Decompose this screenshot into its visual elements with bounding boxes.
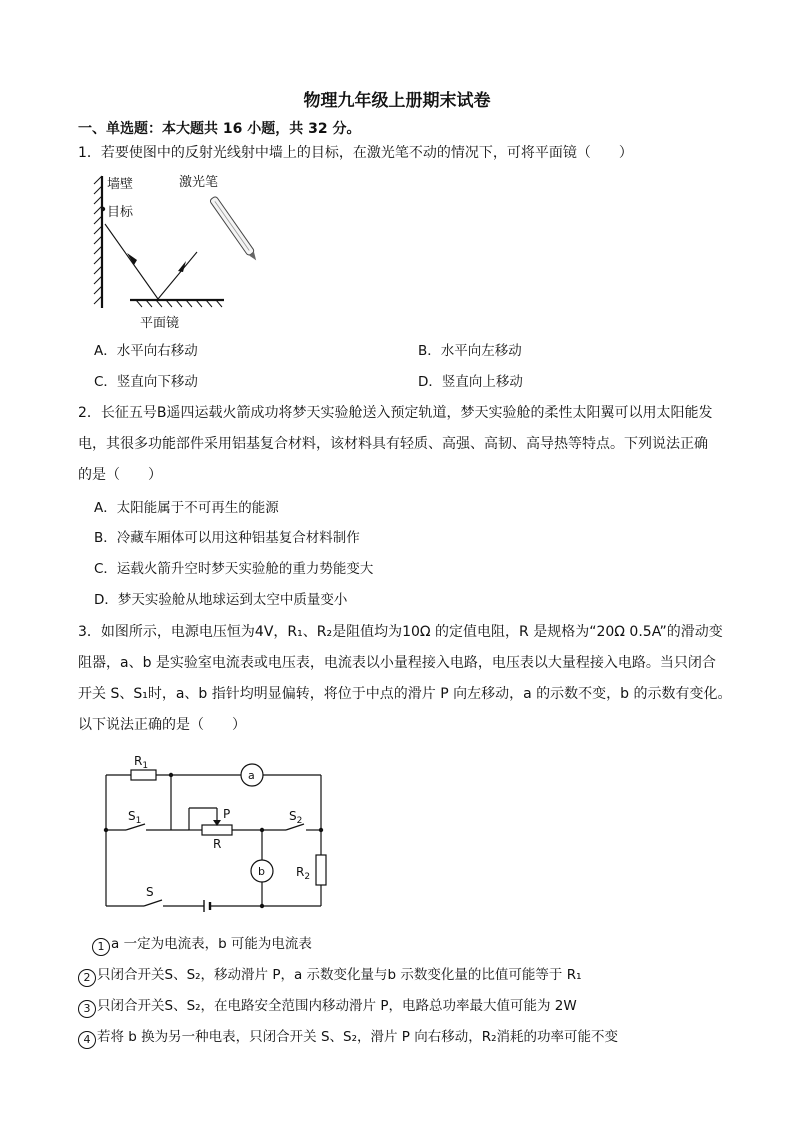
question-2-line-1: 2．长征五号B遥四运载火箭成功将梦天实验舱送入预定轨道，梦天实验舱的柔性太阳翼可以用太阳能发 xyxy=(78,405,713,421)
switch-s xyxy=(144,900,162,906)
question-1-figure xyxy=(90,168,260,334)
q1-option-b: B．水平向左移动 xyxy=(418,343,522,359)
wall-hatching xyxy=(94,176,102,304)
statement-number: 1 xyxy=(92,938,110,956)
label-meter-b: b xyxy=(258,865,265,878)
rheostat-r xyxy=(202,825,232,835)
label-r2: $R_2$ xyxy=(296,865,311,882)
statement-number: 3 xyxy=(78,1000,96,1018)
q3-statement-2: 2 只闭合开关S、S₂，移动滑片 P，a 示数变化量与b 示数变化量的比值可能等于 R₁ xyxy=(78,965,582,987)
mirror-label: 平面镜 xyxy=(140,316,180,331)
q3-statement-1: 1 a 一定为电流表，b 可能为电流表 xyxy=(92,934,312,956)
target-label: 目标 xyxy=(107,205,134,220)
reflected-arrow xyxy=(127,253,137,265)
laser-label: 激光笔 xyxy=(179,175,219,190)
statement-number: 2 xyxy=(78,969,96,987)
q1-option-a: A．水平向右移动 xyxy=(94,343,198,359)
q2-option-b: B．冷藏车厢体可以用这种铝基复合材料制作 xyxy=(94,530,360,546)
q3-statement-3: 3 只闭合开关S、S₂，在电路安全范围内移动滑片 P，电路总功率最大值可能为 2W xyxy=(78,996,577,1018)
label-s2: $S_2$ xyxy=(289,809,303,826)
question-3-line-4: 以下说法正确的是（ ） xyxy=(78,717,246,733)
label-meter-a: a xyxy=(248,769,255,782)
incident-ray xyxy=(158,252,197,299)
label-s1: $S_1$ xyxy=(128,809,142,826)
q2-option-c: C．运载火箭升空时梦天实验舱的重力势能变大 xyxy=(94,561,374,577)
label-s: S xyxy=(146,885,154,899)
statement-number: 4 xyxy=(78,1031,96,1049)
q1-option-c: C．竖直向下移动 xyxy=(94,374,198,390)
page-title: 物理九年级上册期末试卷 xyxy=(303,91,491,111)
resistor-r2 xyxy=(316,855,326,885)
q2-option-a: A．太阳能属于不可再生的能源 xyxy=(94,500,279,516)
section-heading: 一、单选题：本大题共 16 小题，共 32 分。 xyxy=(78,121,361,137)
question-2-line-2: 电，其很多功能部件采用铝基复合材料，该材料具有轻质、高强、高韧、高导热等特点。下列说法正确 xyxy=(78,436,708,452)
laser-pen xyxy=(209,196,259,263)
question-3-circuit xyxy=(96,750,336,916)
question-3-line-2: 阻器，a、b 是实验室电流表或电压表，电流表以小量程接入电路，电压表以大量程接入电路。当只闭合 xyxy=(78,655,716,671)
target-dot xyxy=(101,207,105,211)
label-p: P xyxy=(223,807,231,821)
question-3-line-3: 开关 S、S₁时，a、b 指针均明显偏转，将位于中点的滑片 P 向左移动，a 的示数不变，b 的示数有变化。 xyxy=(78,686,732,702)
label-r1: $R_1$ xyxy=(134,754,149,771)
question-3-line-1: 3．如图所示，电源电压恒为4V，R₁、R₂是阻值均为10Ω 的定值电阻，R 是规格为“20Ω 0.5A”的滑动变 xyxy=(78,624,723,640)
q2-option-d: D．梦天实验舱从地球运到太空中质量变小 xyxy=(94,592,348,608)
wall-label: 墙壁 xyxy=(107,177,134,192)
q3-statement-4: 4 若将 b 换为另一种电表，只闭合开关 S、S₂，滑片 P 向右移动，R₂消耗的功率可能不变 xyxy=(78,1027,618,1049)
resistor-r1 xyxy=(131,770,156,780)
q1-option-d: D．竖直向上移动 xyxy=(418,374,523,390)
question-1-stem: 1．若要使图中的反射光线射中墙上的目标，在激光笔不动的情况下，可将平面镜（ ） xyxy=(78,145,633,161)
label-r: R xyxy=(213,837,222,851)
reflected-ray xyxy=(105,224,158,299)
question-2-line-3: 的是（ ） xyxy=(78,467,162,483)
